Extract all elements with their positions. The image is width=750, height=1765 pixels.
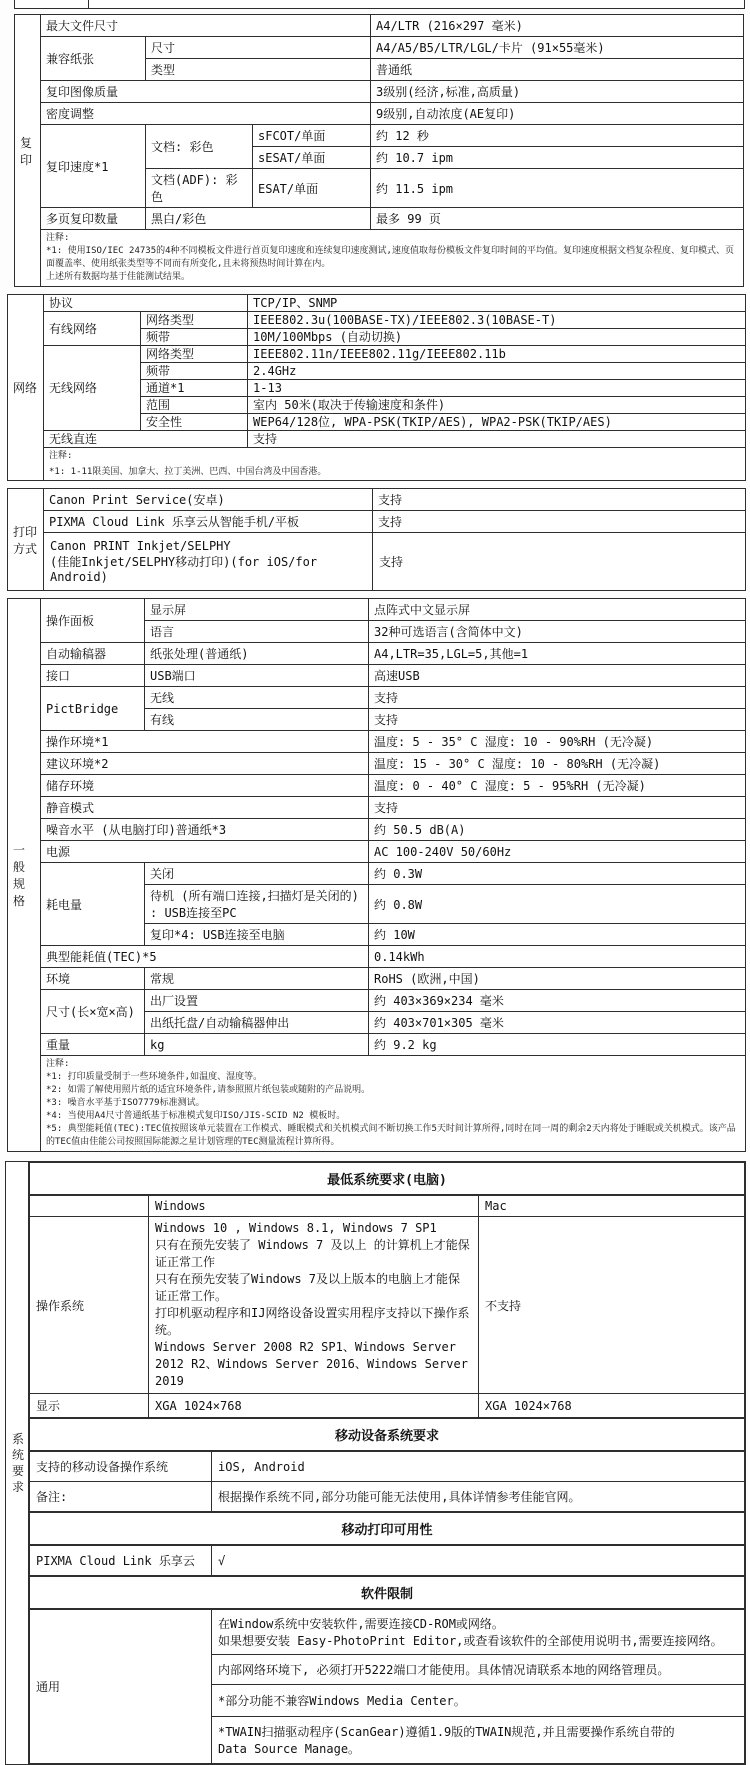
note-line: *1: 1-11限美国、加拿大、拉丁美洲、巴西、中国台湾及中国香港。: [49, 467, 327, 477]
table-row: [8, 819, 746, 841]
mobile-print-header: 移动打印可用性: [29, 1512, 745, 1545]
print-method-r3-label: Canon PRINT Inkjet/SELPHY (佳能Inkjet/SELPHY移动打印)(for iOS/for Android): [44, 533, 373, 591]
copy-paper-type-label: 类型: [146, 59, 371, 81]
general-panel-lang-label: 语言: [145, 621, 369, 643]
table-row: [8, 533, 746, 591]
general-group-label: 一般规格: [8, 599, 41, 1152]
table-row: [8, 968, 746, 990]
table-row: [8, 346, 746, 363]
network-protocol-value: TCP/IP、SNMP: [248, 295, 746, 312]
copy-paper-size-label: 尺寸: [146, 37, 371, 59]
os-row-label: 操作系统: [30, 1217, 149, 1394]
general-rec-env-label: 建议环境*2: [41, 753, 369, 775]
mac-column-header: Mac: [479, 1196, 745, 1217]
previous-table-edge: [14, 0, 745, 9]
note-line: *5: 典型能耗值(TEC):TEC值按照该单元装置在工作模式、睡眠模式和关机模式间不断切换工作5天时间计算所得,同时在同一周的剩余2天内将处于睡眠或关机模式。该产品的TEC值由佳能公司按照国际能源之星计划管理的TEC测量流程计算所得。: [46, 1124, 736, 1147]
table-row: [8, 990, 746, 1012]
network-wired-label: 有线网络: [44, 312, 141, 346]
general-pictbridge-label: PictBridge: [41, 687, 145, 731]
table-row: [15, 103, 744, 125]
general-adf-sub-label: 纸张处理(普通纸): [145, 643, 369, 665]
copy-max-doc-value: A4/LTR (216×297 毫米): [371, 15, 744, 37]
copy-speed-label: 复印速度*1: [41, 125, 146, 208]
table-row: [30, 1452, 745, 1482]
table-row: [15, 125, 744, 147]
general-consumption-off-label: 关闭: [145, 863, 369, 885]
table-row: [6, 1162, 746, 1765]
table-row: [15, 15, 744, 37]
network-wireless-label: 无线网络: [44, 346, 141, 431]
windows-column-header: Windows: [149, 1196, 479, 1217]
table-row: [15, 230, 744, 287]
general-dimensions-extended-value: 约 403×701×305 毫米: [369, 1012, 746, 1034]
note-line: *4: 当使用A4尺寸普通纸基于标准模式复印ISO/JIS-SCID N2 模板时。: [46, 1111, 346, 1121]
general-noise-label: 噪音水平 (从电脑打印)普通纸*3: [41, 819, 369, 841]
copy-paper-type-value: 普通纸: [371, 59, 744, 81]
table-row: [8, 687, 746, 709]
note-line: *3: 噪音水平基于ISO7779标准测试。: [46, 1098, 205, 1108]
mobile-remark-value: 根据操作系统不同,部分功能可能无法使用,具体详情参考佳能官网。: [212, 1482, 745, 1512]
table-row: [8, 946, 746, 968]
network-direct-value: 支持: [248, 431, 746, 448]
software-restrictions-header: 软件限制: [29, 1576, 745, 1609]
general-adf-label: 自动输稿器: [41, 643, 145, 665]
print-method-table: [7, 488, 746, 591]
general-op-env-value: 温度: 5 - 35° C 湿度: 10 - 90%RH (无冷凝): [369, 731, 746, 753]
general-tec-value: 0.14kWh: [369, 946, 746, 968]
general-weight-value: 约 9.2 kg: [369, 1034, 746, 1056]
pc-requirements-table: [29, 1195, 745, 1418]
general-dimensions-extended-label: 出纸托盘/自动输稿器伸出: [145, 1012, 369, 1034]
table-row: [30, 1482, 745, 1512]
general-pictbridge-wireless-value: 支持: [369, 687, 746, 709]
note-line: *1: 打印质量受制于一些环境条件,如温度、湿度等。: [46, 1072, 263, 1082]
mobile-remark-label: 备注:: [30, 1482, 212, 1512]
general-adf-value: A4,LTR=35,LGL=5,其他=1: [369, 643, 746, 665]
general-quiet-label: 静音模式: [41, 797, 369, 819]
notes-title: 注释:: [46, 233, 70, 243]
software-general-label: 通用: [30, 1610, 212, 1764]
general-panel-display-value: 点阵式中文显示屏: [369, 599, 746, 621]
table-row: [30, 1610, 745, 1655]
general-noise-value: 约 50.5 dB(A): [369, 819, 746, 841]
network-wired-band-label: 频带: [141, 329, 248, 346]
table-row: [30, 1394, 745, 1418]
table-row: [15, 208, 744, 230]
copy-paper-size-value: A4/A5/B5/LTR/LGL/卡片 (91×55毫米): [371, 37, 744, 59]
general-panel-display-label: 显示屏: [145, 599, 369, 621]
previous-table-divider: [88, 0, 89, 8]
table-row: [15, 37, 744, 59]
general-rec-env-value: 温度: 15 - 30° C 湿度: 10 - 80%RH (无冷凝): [369, 753, 746, 775]
table-row: [8, 599, 746, 621]
general-pictbridge-wireless-label: 无线: [145, 687, 369, 709]
note-line: *2: 如需了解使用照片纸的适宜环境条件,请参照照片纸包装或随附的产品说明。: [46, 1085, 371, 1095]
system-requirements-table: [5, 1161, 746, 1765]
copy-multi-sub-label: 黑白/彩色: [146, 208, 371, 230]
copy-speed-adf-label: 文档(ADF): 彩色: [146, 169, 253, 208]
copy-speed-doc-color-label: 文档: 彩色: [146, 125, 253, 169]
network-wireless-range-value: 室内 50米(取决于传输速度和条件): [248, 397, 746, 414]
copy-speed-esat-value: 约 11.5 ipm: [371, 169, 744, 208]
table-row: [30, 1217, 745, 1394]
copy-notes: [41, 230, 744, 287]
general-op-env-label: 操作环境*1: [41, 731, 369, 753]
general-dimensions-factory-label: 出厂设置: [145, 990, 369, 1012]
copy-speed-sfcot-label: sFCOT/单面: [253, 125, 371, 147]
network-direct-label: 无线直连: [44, 431, 248, 448]
table-row: [8, 775, 746, 797]
system-group-label-text: 系统要求: [11, 1432, 24, 1494]
network-spec-table: [7, 294, 746, 481]
copy-paper-label: 兼容纸张: [41, 37, 146, 81]
network-wireless-band-label: 频带: [141, 363, 248, 380]
network-wireless-type-label: 网络类型: [141, 346, 248, 363]
table-row: [8, 489, 746, 511]
table-row: [8, 753, 746, 775]
pixma-cloud-link-label: PIXMA Cloud Link 乐享云: [30, 1546, 212, 1576]
general-consumption-copy-value: 约 10W: [369, 924, 746, 946]
general-spec-table: [7, 598, 746, 1152]
table-row: [15, 81, 744, 103]
general-env-label: 环境: [41, 968, 145, 990]
table-row: [8, 643, 746, 665]
general-consumption-standby-value: 约 0.8W: [369, 885, 746, 924]
copy-speed-esat-label: ESAT/单面: [253, 169, 371, 208]
general-interface-value: 高速USB: [369, 665, 746, 687]
notes-title: 注释:: [46, 1059, 70, 1069]
network-wireless-channel-label: 通道*1: [141, 380, 248, 397]
general-consumption-standby-label: 待机 (所有端口连接,扫描灯是关闭的) : USB连接至PC: [145, 885, 369, 924]
general-weight-sub-label: kg: [145, 1034, 369, 1056]
copy-quality-value: 3级别(经济,标准,高质量): [371, 81, 744, 103]
general-notes: [41, 1056, 746, 1152]
copy-group-label: 复印: [15, 15, 41, 287]
network-wireless-band-value: 2.4GHz: [248, 363, 746, 380]
os-windows-value: Windows 10 , Windows 8.1, Windows 7 SP1 只有在预先安装了 Windows 7 及以上 的计算机上才能保证正常工作 只有在预先安装了Windows 7及以上版本的电脑上才能保证正常工作。 打印机驱动程序和IJ网络设备设置实用程序支持以下操作系统。 Windows Server 2008 R2 SP1、Windows Server 2012 R2、Windows Server 2016、Windows Server 2019: [149, 1217, 479, 1394]
copy-speed-sfcot-value: 约 12 秒: [371, 125, 744, 147]
print-method-r2-label: PIXMA Cloud Link 乐享云从智能手机/平板: [44, 511, 373, 533]
table-row: [8, 1056, 746, 1152]
mobile-os-label: 支持的移动设备操作系统: [30, 1452, 212, 1482]
table-row: [8, 431, 746, 448]
general-dimensions-factory-value: 约 403×369×234 毫米: [369, 990, 746, 1012]
notes-title: 注释:: [49, 451, 73, 461]
network-wired-band-value: 10M/100Mbps (自动切换): [248, 329, 746, 346]
table-row: [8, 312, 746, 329]
general-dimensions-label: 尺寸(长×宽×高): [41, 990, 145, 1034]
os-mac-value: 不支持: [479, 1217, 745, 1394]
copy-density-value: 9级别,自动浓度(AE复印): [371, 103, 744, 125]
network-wireless-channel-value: 1-13: [248, 380, 746, 397]
general-power-label: 电源: [41, 841, 369, 863]
system-content-cell: [29, 1162, 746, 1765]
note-line: 上述所有数据均基于佳能测试结果。: [46, 272, 191, 282]
copy-density-label: 密度调整: [41, 103, 371, 125]
general-env-sub-label: 常规: [145, 968, 369, 990]
copy-max-doc-label: 最大文件尺寸: [41, 15, 371, 37]
copy-multi-value: 最多 99 页: [371, 208, 744, 230]
display-row-label: 显示: [30, 1394, 149, 1418]
table-row: [8, 295, 746, 312]
general-panel-lang-value: 32种可选语言(含简体中文): [369, 621, 746, 643]
network-wireless-range-label: 范围: [141, 397, 248, 414]
pc-empty-header-cell: [30, 1196, 149, 1217]
general-interface-label: 接口: [41, 665, 145, 687]
table-row: [30, 1196, 745, 1217]
table-row: [8, 1034, 746, 1056]
general-weight-label: 重量: [41, 1034, 145, 1056]
software-restrictions-table: [29, 1609, 745, 1764]
general-consumption-off-value: 约 0.3W: [369, 863, 746, 885]
table-row: [8, 511, 746, 533]
general-pictbridge-wired-value: 支持: [369, 709, 746, 731]
software-note-1: 在Window系统中安装软件,需要连接CD-ROM或网络。 如果想要安装 Easy-PhotoPrint Editor,或查看该软件的全部使用说明书,需要连接网络。: [212, 1610, 745, 1655]
network-wireless-security-label: 安全性: [141, 414, 248, 431]
copy-quality-label: 复印图像质量: [41, 81, 371, 103]
system-group-label: [6, 1162, 29, 1765]
general-tec-label: 典型能耗值(TEC)*5: [41, 946, 369, 968]
software-note-4: *TWAIN扫描驱动程序(ScanGear)遵循1.9版的TWAIN规范,并且需要操作系统自带的 Data Source Manage。: [212, 1717, 745, 1764]
general-consumption-copy-label: 复印*4: USB连接至电脑: [145, 924, 369, 946]
mobile-requirements-table: [29, 1451, 745, 1512]
network-wireless-security-value: WEP64/128位, WPA-PSK(TKIP/AES), WPA2-PSK(TKIP/AES): [248, 414, 746, 431]
network-protocol-label: 协议: [44, 295, 248, 312]
print-method-r2-value: 支持: [373, 511, 746, 533]
print-method-r3-value: 支持: [373, 533, 746, 591]
general-storage-env-value: 温度: 0 - 40° C 湿度: 5 - 95%RH (无冷凝): [369, 775, 746, 797]
general-quiet-value: 支持: [369, 797, 746, 819]
table-row: [8, 448, 746, 481]
mobile-print-table: [29, 1545, 745, 1576]
pc-requirements-header: 最低系统要求(电脑): [29, 1162, 745, 1195]
print-method-group-label: 打印方式: [8, 489, 44, 591]
mobile-os-value: iOS, Android: [212, 1452, 745, 1482]
copy-speed-sesat-label: sESAT/单面: [253, 147, 371, 169]
network-group-label: 网络: [8, 295, 44, 481]
software-note-2: 内部网络环境下, 必须打开5222端口才能使用。具体情况请联系本地的网络管理员。: [212, 1655, 745, 1685]
display-windows-value: XGA 1024×768: [149, 1394, 479, 1418]
network-notes: [44, 448, 746, 481]
print-method-r1-value: 支持: [373, 489, 746, 511]
table-row: [8, 731, 746, 753]
table-row: [8, 797, 746, 819]
software-note-3: *部分功能不兼容Windows Media Center。: [212, 1685, 745, 1717]
display-mac-value: XGA 1024×768: [479, 1394, 745, 1418]
network-wired-type-value: IEEE802.3u(100BASE-TX)/IEEE802.3(10BASE-T): [248, 312, 746, 329]
copy-spec-table: [14, 14, 744, 287]
pixma-cloud-link-check: √: [212, 1546, 745, 1576]
note-line: *1: 使用ISO/IEC 24735的4种不同模板文件进行首页复印速度和连续复印速度测试,速度值取每份模板文件复印时间的平均值。复印速度根据文档复杂程度、复印模式、页面覆盖率、使用纸张类型等不同而有所变化,且未将预热时间计算在内。: [46, 246, 734, 269]
general-pictbridge-wired-label: 有线: [145, 709, 369, 731]
general-panel-label: 操作面板: [41, 599, 145, 643]
print-method-r1-label: Canon Print Service(安卓): [44, 489, 373, 511]
copy-speed-sesat-value: 约 10.7 ipm: [371, 147, 744, 169]
network-wired-type-label: 网络类型: [141, 312, 248, 329]
network-wireless-type-value: IEEE802.11n/IEEE802.11g/IEEE802.11b: [248, 346, 746, 363]
general-interface-sub-label: USB端口: [145, 665, 369, 687]
general-storage-env-label: 储存环境: [41, 775, 369, 797]
copy-multi-label: 多页复印数量: [41, 208, 146, 230]
table-row: [8, 841, 746, 863]
mobile-requirements-header: 移动设备系统要求: [29, 1418, 745, 1451]
general-power-value: AC 100-240V 50/60Hz: [369, 841, 746, 863]
general-env-value: RoHS (欧洲,中国): [369, 968, 746, 990]
table-row: [8, 665, 746, 687]
table-row: [30, 1546, 745, 1576]
general-consumption-label: 耗电量: [41, 863, 145, 946]
table-row: [8, 863, 746, 885]
